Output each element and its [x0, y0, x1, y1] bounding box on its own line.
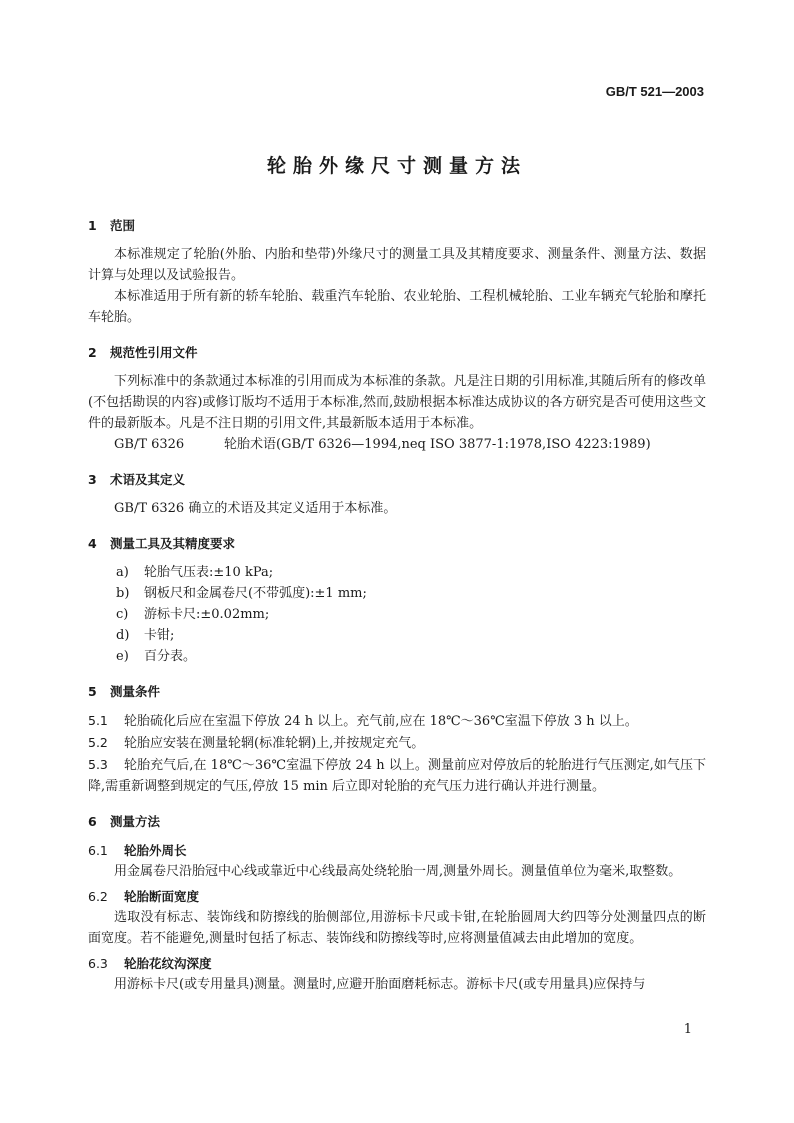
section-number: 6	[88, 814, 97, 829]
list-label: a)	[116, 565, 129, 580]
clause	[88, 754, 706, 797]
list-text: 轮胎气压表:±10 kPa;	[144, 565, 274, 580]
clause-number: 5.2	[88, 735, 108, 750]
subsection-heading-6-2	[88, 886, 706, 907]
section-number: 1	[88, 218, 97, 233]
section-heading-1	[88, 215, 706, 236]
section-heading-2	[88, 342, 706, 363]
section-heading-5	[88, 681, 706, 702]
list-text: 百分表。	[144, 649, 197, 664]
section-title: 规范性引用文件	[110, 345, 198, 360]
section-number: 4	[88, 536, 97, 551]
subsection-title: 轮胎花纹沟深度	[124, 956, 212, 971]
subsection-number: 6.1	[88, 843, 108, 858]
list-text: 钢板尺和金属卷尺(不带弧度):±1 mm;	[144, 586, 367, 601]
clause-text: 轮胎应安装在测量轮辋(标准轮辋)上,并按规定充气。	[124, 736, 425, 751]
section-heading-6	[88, 811, 706, 832]
list-label: d)	[116, 628, 130, 643]
paragraph: 本标准规定了轮胎(外胎、内胎和垫带)外缘尺寸的测量工具及其精度要求、测量条件、测量方法、数据计算与处理以及试验报告。	[88, 247, 706, 283]
section-title: 测量条件	[110, 684, 161, 699]
subsection-title: 轮胎外周长	[124, 843, 187, 858]
paragraph: 用游标卡尺(或专用量具)测量。测量时,应避开胎面磨耗标志。游标卡尺(或专用量具)应保持与	[114, 977, 646, 992]
reference-code: GB/T 6326	[114, 437, 185, 452]
list-label: b)	[116, 586, 130, 601]
reference-text: 轮胎术语(GB/T 6326—1994,neq ISO 3877-1:1978,ISO 4223:1989)	[224, 437, 651, 452]
list-label: c)	[116, 607, 129, 622]
paragraph: 下列标准中的条款通过本标准的引用而成为本标准的条款。凡是注日期的引用标准,其随后所有的修改单(不包括勘误的内容)或修订版均不适用于本标准,然而,鼓励根据本标准达成协议的各方研究是否可使用这些文件的最新版本。凡是不注日期的引用文件,其最新版本适用于本标准。	[88, 374, 706, 431]
paragraph: 用金属卷尺沿胎冠中心线或靠近中心线最高处绕轮胎一周,测量外周长。测量值单位为毫米,取整数。	[114, 864, 682, 879]
section-title: 测量方法	[110, 814, 161, 829]
section-number: 5	[88, 684, 97, 699]
paragraph: 本标准适用于所有新的轿车轮胎、载重汽车轮胎、农业轮胎、工程机械轮胎、工业车辆充气轮胎和摩托车轮胎。	[88, 289, 706, 325]
section-number: 2	[88, 345, 97, 360]
clause	[88, 710, 706, 732]
paragraph: 选取没有标志、装饰线和防擦线的胎侧部位,用游标卡尺或卡钳,在轮胎圆周大约四等分处测量四点的断面宽度。若不能避免,测量时包括了标志、装饰线和防擦线等时,应将测量值减去由此增加的宽度。	[88, 910, 706, 946]
clause	[88, 732, 706, 754]
list-item	[88, 562, 706, 583]
list-item	[88, 583, 706, 604]
subsection-number: 6.3	[88, 956, 108, 971]
clause-number: 5.1	[88, 713, 108, 728]
normative-reference	[88, 434, 706, 455]
document-body	[88, 215, 706, 995]
clause-text: 轮胎充气后,在 18℃～36℃室温下停放 24 h 以上。测量前应对停放后的轮胎进行气压测定,如气压下降,需重新调整到规定的气压,停放 15 min 后立即对轮胎的充气压力进行确认并进行测量。	[88, 758, 706, 794]
section-heading-4	[88, 533, 706, 554]
clause-number: 5.3	[88, 757, 108, 772]
subsection-number: 6.2	[88, 889, 108, 904]
subsection-title: 轮胎断面宽度	[124, 889, 200, 904]
subsection-heading-6-3	[88, 953, 706, 974]
page-number: 1	[683, 1022, 692, 1037]
list-text: 卡钳;	[144, 628, 175, 643]
document-title: 轮胎外缘尺寸测量方法	[266, 155, 527, 177]
section-title: 术语及其定义	[110, 472, 186, 487]
section-heading-3	[88, 469, 706, 490]
tool-list	[88, 562, 706, 667]
standard-code: GB/T 521—2003	[605, 84, 704, 99]
clause-text: 轮胎硫化后应在室温下停放 24 h 以上。充气前,应在 18℃～36℃室温下停放 3 h 以上。	[124, 714, 638, 729]
list-label: e)	[116, 649, 129, 664]
section-title: 测量工具及其精度要求	[110, 536, 236, 551]
list-item	[88, 604, 706, 625]
section-title: 范围	[110, 218, 136, 233]
list-item	[88, 646, 706, 667]
paragraph: GB/T 6326 确立的术语及其定义适用于本标准。	[114, 501, 397, 516]
list-text: 游标卡尺:±0.02mm;	[144, 607, 270, 622]
subsection-heading-6-1	[88, 840, 706, 861]
list-item	[88, 625, 706, 646]
section-number: 3	[88, 472, 97, 487]
